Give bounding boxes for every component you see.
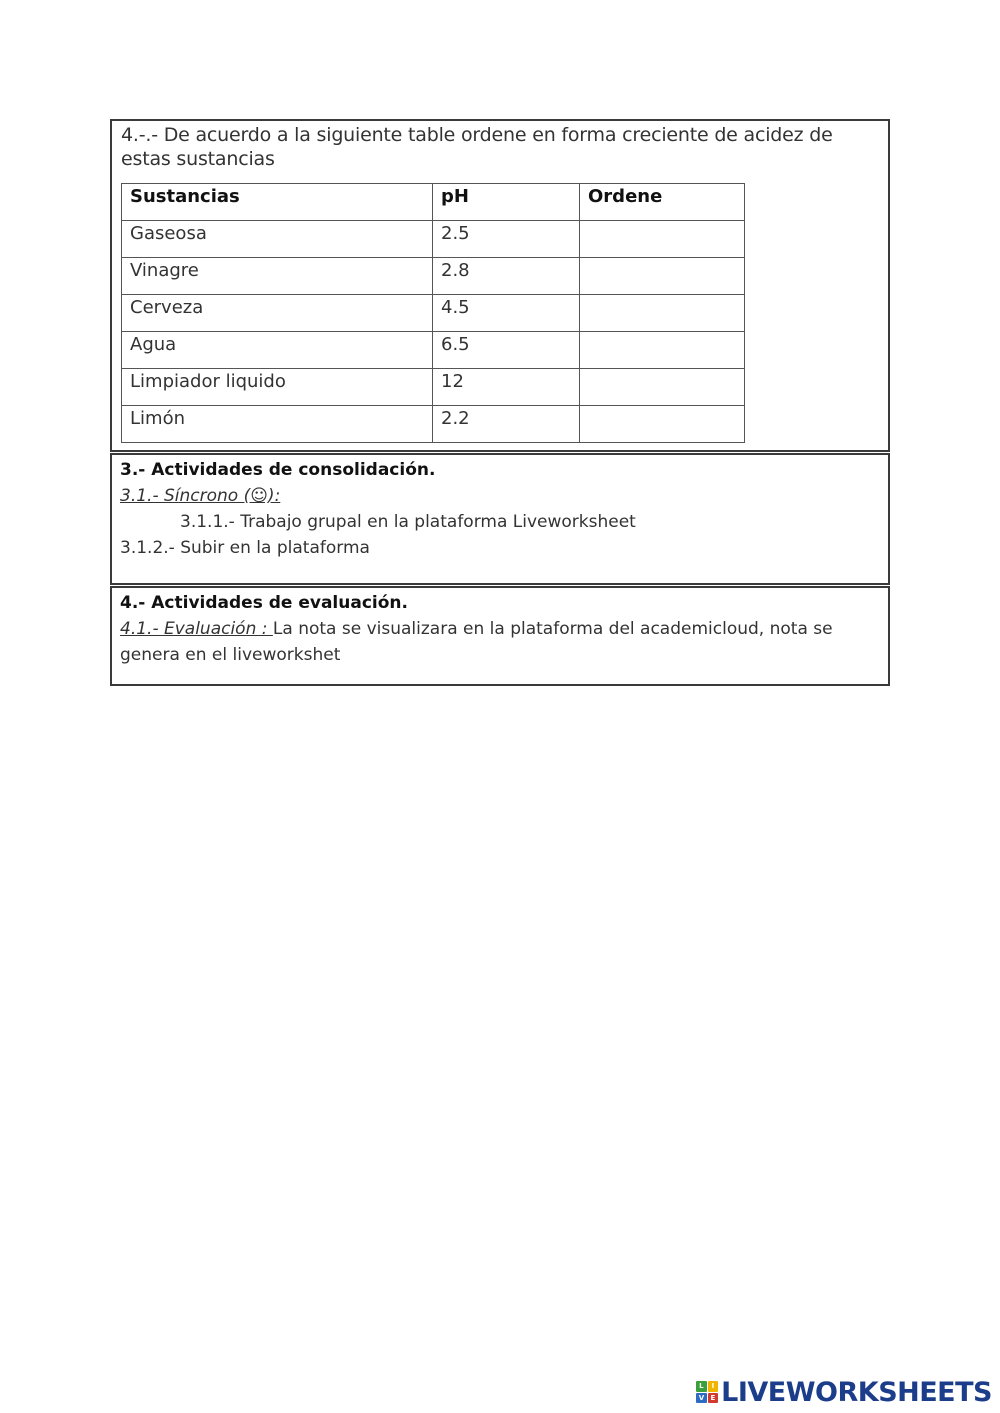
order-answer-cell[interactable] [580,258,745,295]
evaluation-text [120,590,880,668]
table-row [122,406,745,443]
header-order: Ordene [580,184,745,221]
header-ph: pH [433,184,580,221]
order-answer-cell[interactable] [580,406,745,443]
substance-cell: Limón [122,406,433,443]
consolidation-item-2: 3.1.2.- Subir en la plataforma [120,538,370,558]
consolidation-box [110,453,890,585]
table-row [122,258,745,295]
order-answer-cell[interactable] [580,221,745,258]
table-row [122,369,745,406]
table-row [122,295,745,332]
evaluation-body [120,616,880,668]
evaluation-subtitle: 4.1.- Evaluación : [120,619,273,639]
table-row [122,332,745,369]
substance-cell: Gaseosa [122,221,433,258]
worksheet-content [110,119,890,686]
order-answer-cell[interactable] [580,295,745,332]
ph-cell: 2.2 [433,406,580,443]
substance-cell: Agua [122,332,433,369]
logo-text: LIVEWORKSHEETS [721,1376,992,1408]
order-answer-cell[interactable] [580,332,745,369]
ph-cell: 2.8 [433,258,580,295]
table-row [122,221,745,258]
table-header-row [122,184,745,221]
consolidation-subtitle: 3.1.- Síncrono (☺): [120,486,281,506]
consolidation-text [120,457,880,561]
substance-cell: Cerveza [122,295,433,332]
question-text: 4.-.- De acuerdo a la siguiente table ordene en forma creciente de acidez de estas sustancias [121,124,833,170]
evaluation-description: La nota se visualizara en la plataforma del academicloud, nota se genera en el liveworkshet [120,619,833,665]
liveworksheets-mark-icon: L I V E [696,1381,718,1403]
ph-cell: 4.5 [433,295,580,332]
question-box [110,119,890,452]
ph-cell: 12 [433,369,580,406]
consolidation-title: 3.- Actividades de consolidación. [120,460,436,480]
ph-table [121,183,745,443]
ph-cell: 2.5 [433,221,580,258]
consolidation-item-1: 3.1.1.- Trabajo grupal en la plataforma Liveworksheet [180,512,636,532]
evaluation-title: 4.- Actividades de evaluación. [120,593,408,613]
order-answer-cell[interactable] [580,369,745,406]
substance-cell: Vinagre [122,258,433,295]
liveworksheets-logo [696,1377,992,1407]
substance-cell: Limpiador liquido [122,369,433,406]
evaluation-box [110,586,890,686]
header-substances: Sustancias [122,184,433,221]
ph-cell: 6.5 [433,332,580,369]
